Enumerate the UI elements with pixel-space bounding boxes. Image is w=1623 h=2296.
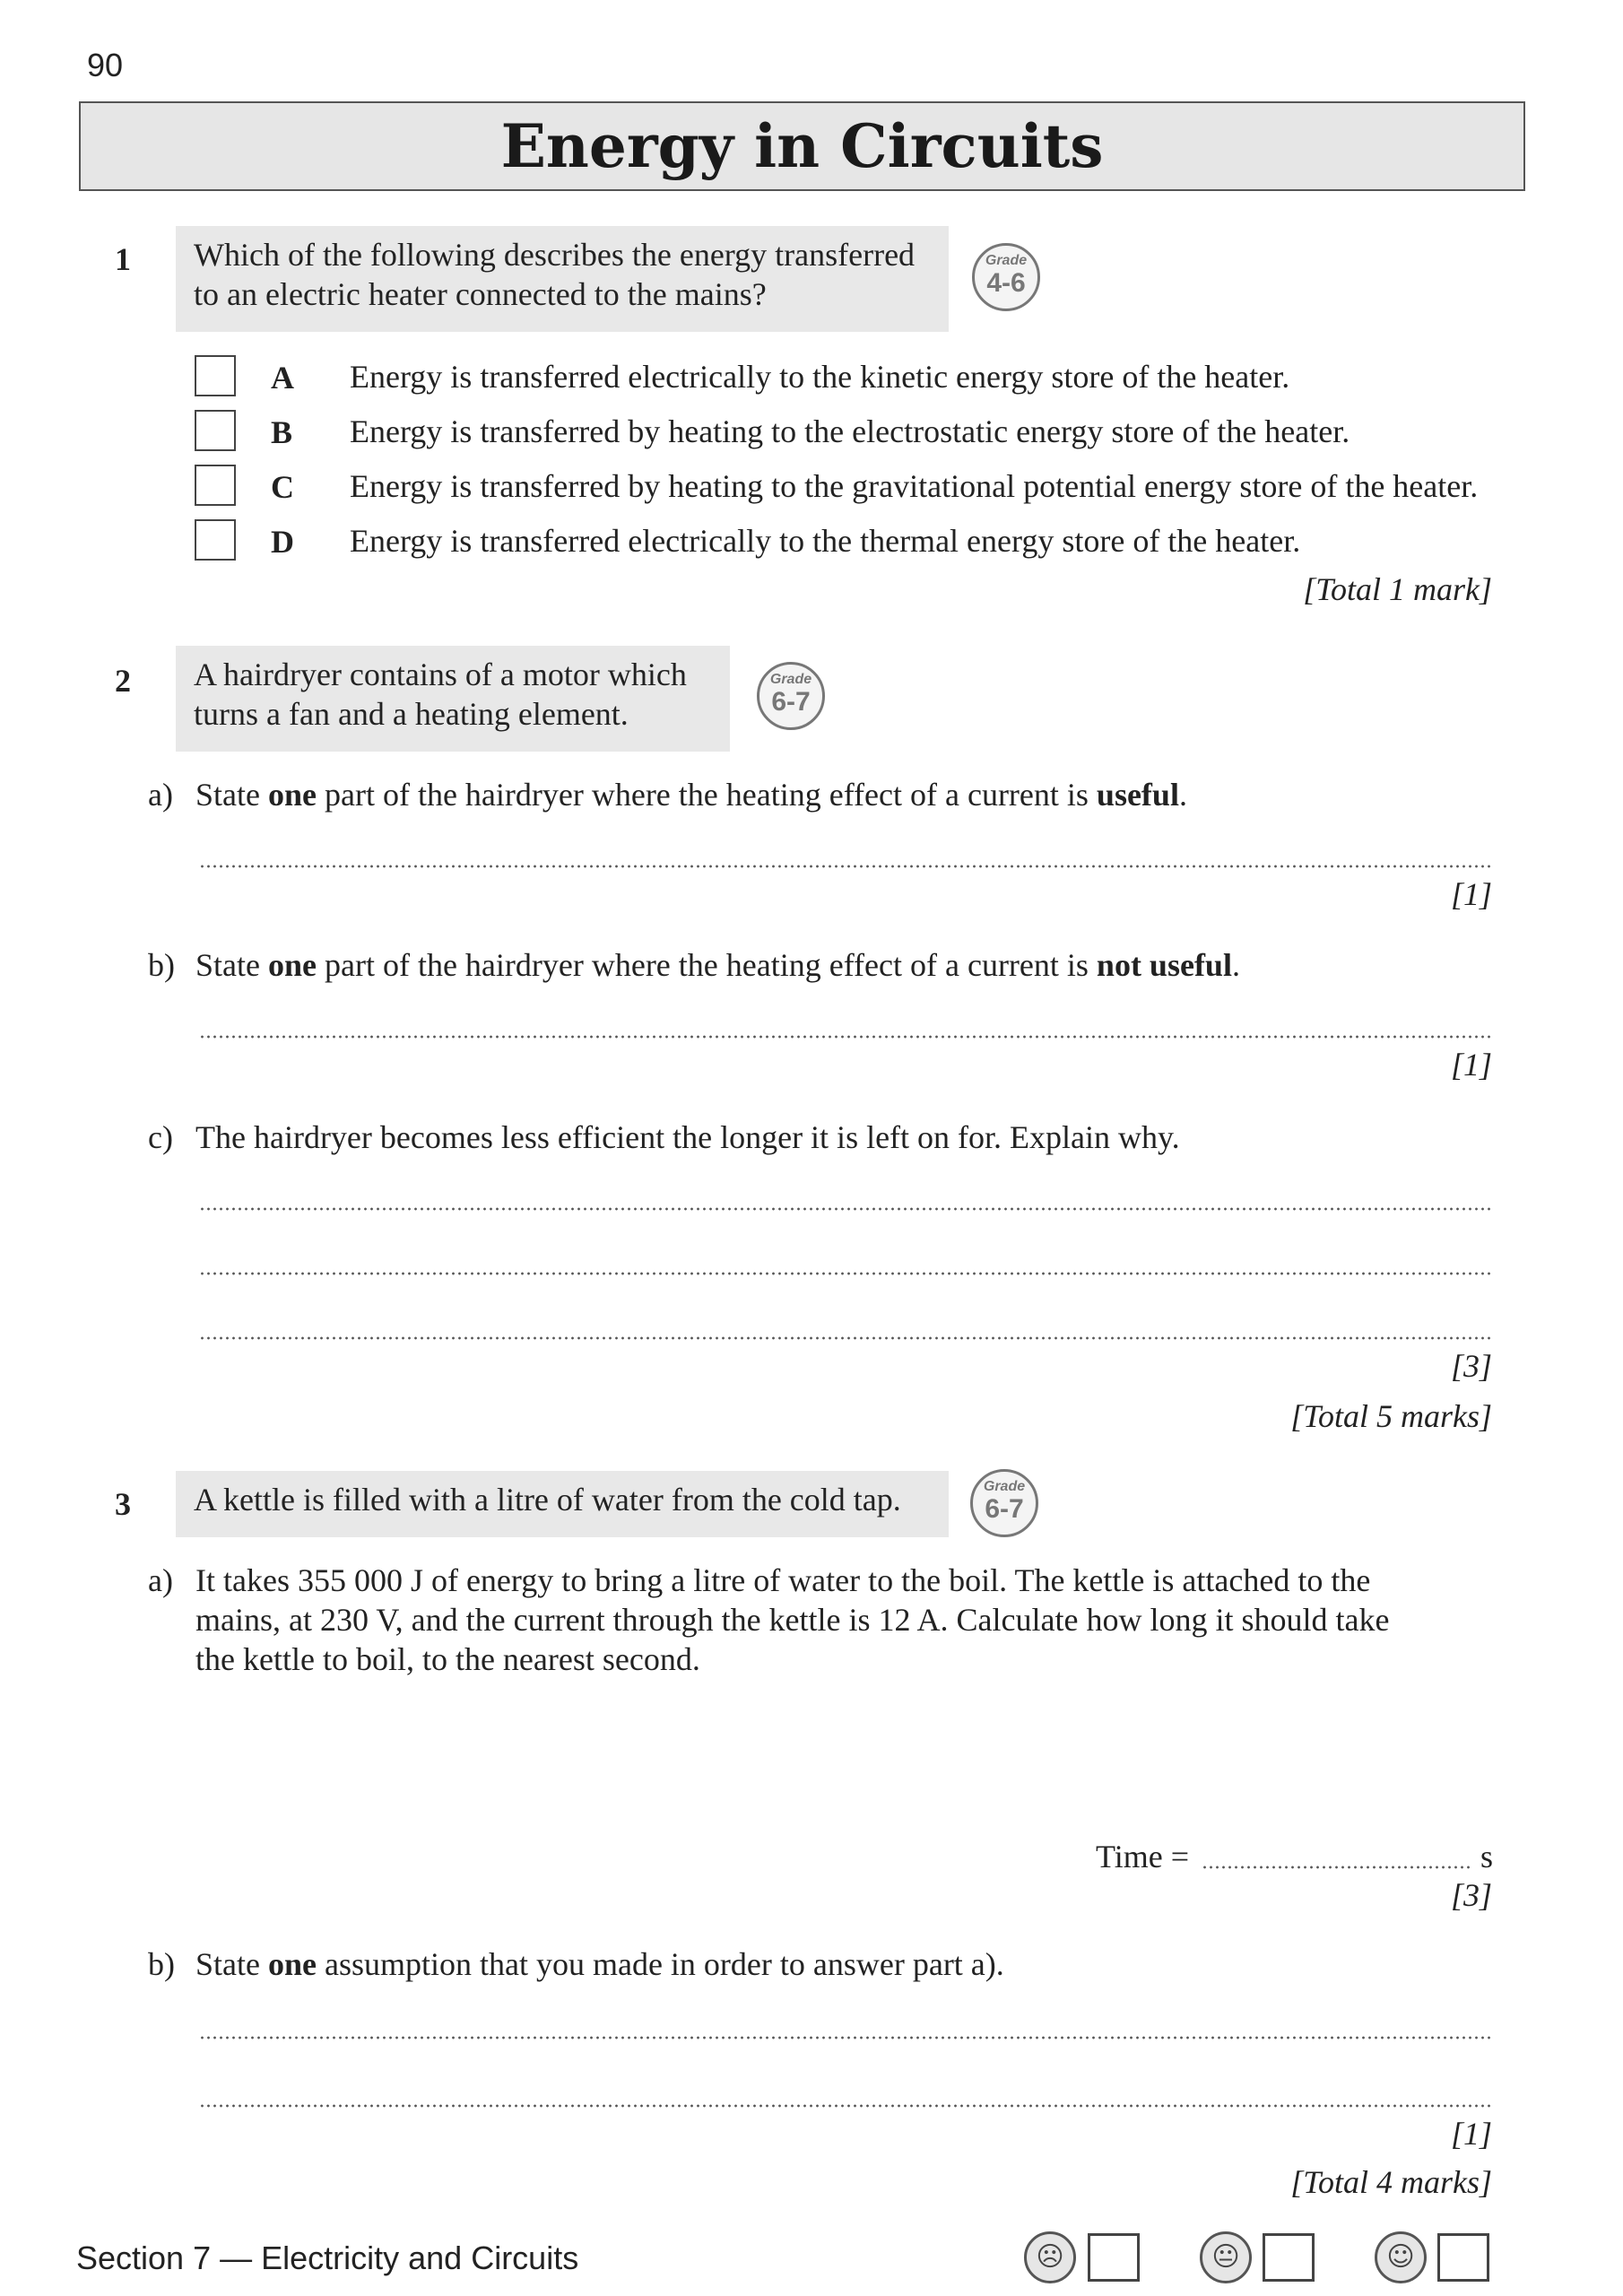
question-3-number: 3 bbox=[115, 1486, 131, 1522]
q2-total-marks: [Total 5 marks] bbox=[1290, 1398, 1492, 1434]
q2b-marks: [1] bbox=[1450, 1047, 1492, 1083]
sad-face-icon: ☹ bbox=[1024, 2231, 1076, 2283]
q2a-text-part: part of the hairdryer where the heating effect of a current is bbox=[324, 777, 1089, 813]
q3b-text-part: State bbox=[195, 1946, 260, 1982]
happy-face-icon: ☺ bbox=[1375, 2231, 1427, 2283]
q1-total-marks: [Total 1 mark] bbox=[1303, 571, 1492, 607]
q3-total-marks: [Total 4 marks] bbox=[1290, 2164, 1492, 2200]
title-band bbox=[79, 101, 1525, 191]
option-b-text: Energy is transferred by heating to the electrostatic energy store of the heater. bbox=[350, 413, 1350, 449]
q2a-text-part: State bbox=[195, 777, 260, 813]
q2a-text-part: . bbox=[1178, 777, 1187, 813]
neutral-face-icon: 😐 bbox=[1200, 2231, 1252, 2283]
page-title: Energy in Circuits bbox=[500, 111, 1104, 181]
grade-label: Grade bbox=[985, 253, 1028, 268]
option-d-letter: D bbox=[271, 524, 294, 560]
time-answer-line[interactable] bbox=[1202, 1866, 1471, 1869]
q2c-answer-line[interactable] bbox=[199, 1336, 1490, 1340]
grade-badge-icon bbox=[970, 1469, 1038, 1537]
question-3-stem: A kettle is filled with a litre of water from the cold tap. bbox=[176, 1471, 949, 1537]
option-d-text: Energy is transferred electrically to the thermal energy store of the heater. bbox=[350, 523, 1301, 559]
section-footer: Section 7 — Electricity and Circuits bbox=[76, 2239, 579, 2276]
q2a-text bbox=[195, 775, 1187, 814]
q3b-label: b) bbox=[148, 1946, 175, 1982]
question-2-stem-line: turns a fan and a heating element. bbox=[194, 696, 629, 732]
option-a-text: Energy is transferred electrically to the kinetic energy store of the heater. bbox=[350, 359, 1290, 395]
q3b-text-part: assumption that you made in order to answer part a). bbox=[324, 1946, 1004, 1982]
option-d-checkbox[interactable] bbox=[195, 519, 236, 561]
option-b-letter: B bbox=[271, 414, 293, 450]
grade-badge-icon bbox=[972, 243, 1040, 311]
q3a-text-line: It takes 355 000 J of energy to bring a litre of water to the boil. The kettle is attached to the bbox=[195, 1562, 1371, 1598]
q2c-label: c) bbox=[148, 1119, 173, 1155]
option-c-checkbox[interactable] bbox=[195, 465, 236, 506]
q2a-label: a) bbox=[148, 777, 173, 813]
option-c-text: Energy is transferred by heating to the gravitational potential energy store of the heater. bbox=[350, 468, 1479, 504]
question-1-stem-line: Which of the following describes the energy transferred bbox=[194, 237, 916, 273]
q3a-text-line: the kettle to boil, to the nearest second. bbox=[195, 1641, 700, 1677]
q3b-answer-line[interactable] bbox=[199, 2104, 1490, 2108]
time-answer-label: Time = bbox=[1096, 1839, 1190, 1874]
question-2-number: 2 bbox=[115, 663, 131, 699]
q2c-marks: [3] bbox=[1450, 1348, 1492, 1384]
q2b-text bbox=[195, 945, 1240, 985]
q3a-marks: [3] bbox=[1450, 1877, 1492, 1913]
grade-value: 6-7 bbox=[771, 687, 811, 717]
grade-badge-icon bbox=[757, 662, 825, 730]
q2b-emphasis: one bbox=[267, 947, 317, 983]
q2a-marks: [1] bbox=[1450, 876, 1492, 912]
time-unit: s bbox=[1480, 1839, 1494, 1874]
q2a-answer-line[interactable] bbox=[199, 865, 1490, 868]
confidence-medium-checkbox[interactable] bbox=[1263, 2233, 1315, 2282]
q2c-text: The hairdryer becomes less efficient the longer it is left on for. Explain why. bbox=[195, 1119, 1180, 1155]
q2a-emphasis: useful bbox=[1096, 777, 1179, 813]
option-c-letter: C bbox=[271, 469, 294, 505]
q2c-answer-line[interactable] bbox=[199, 1272, 1490, 1275]
option-a-letter: A bbox=[271, 360, 294, 396]
option-a-checkbox[interactable] bbox=[195, 355, 236, 396]
q2b-label: b) bbox=[148, 947, 175, 983]
q3b-answer-line[interactable] bbox=[199, 2036, 1490, 2039]
grade-label: Grade bbox=[983, 1479, 1026, 1494]
q3b-text bbox=[195, 1944, 1004, 1984]
q3a-label: a) bbox=[148, 1562, 173, 1598]
question-2-stem bbox=[176, 646, 730, 752]
q2b-text-part: . bbox=[1231, 947, 1240, 983]
q3a-text bbox=[195, 1561, 1389, 1679]
grade-value: 4-6 bbox=[986, 268, 1026, 298]
q2b-emphasis: not useful bbox=[1096, 947, 1232, 983]
q3a-text-line: mains, at 230 V, and the current through the kettle is 12 A. Calculate how long it should take bbox=[195, 1602, 1390, 1638]
q2b-answer-line[interactable] bbox=[199, 1035, 1490, 1039]
q2b-text-part: part of the hairdryer where the heating effect of a current is bbox=[324, 947, 1089, 983]
q2b-text-part: State bbox=[195, 947, 260, 983]
question-1-number: 1 bbox=[115, 241, 131, 277]
q2a-emphasis: one bbox=[267, 777, 317, 813]
question-2-stem-line: A hairdryer contains of a motor which bbox=[194, 657, 687, 692]
option-b-checkbox[interactable] bbox=[195, 410, 236, 451]
q3b-emphasis: one bbox=[267, 1946, 317, 1982]
question-1-stem bbox=[176, 226, 949, 332]
page-number: 90 bbox=[87, 47, 124, 83]
confidence-high-checkbox[interactable] bbox=[1437, 2233, 1489, 2282]
grade-value: 6-7 bbox=[985, 1494, 1024, 1524]
grade-label: Grade bbox=[769, 672, 812, 687]
q2c-answer-line[interactable] bbox=[199, 1207, 1490, 1211]
q3b-marks: [1] bbox=[1450, 2116, 1492, 2152]
confidence-low-checkbox[interactable] bbox=[1088, 2233, 1140, 2282]
question-1-stem-line: to an electric heater connected to the mains? bbox=[194, 276, 767, 312]
